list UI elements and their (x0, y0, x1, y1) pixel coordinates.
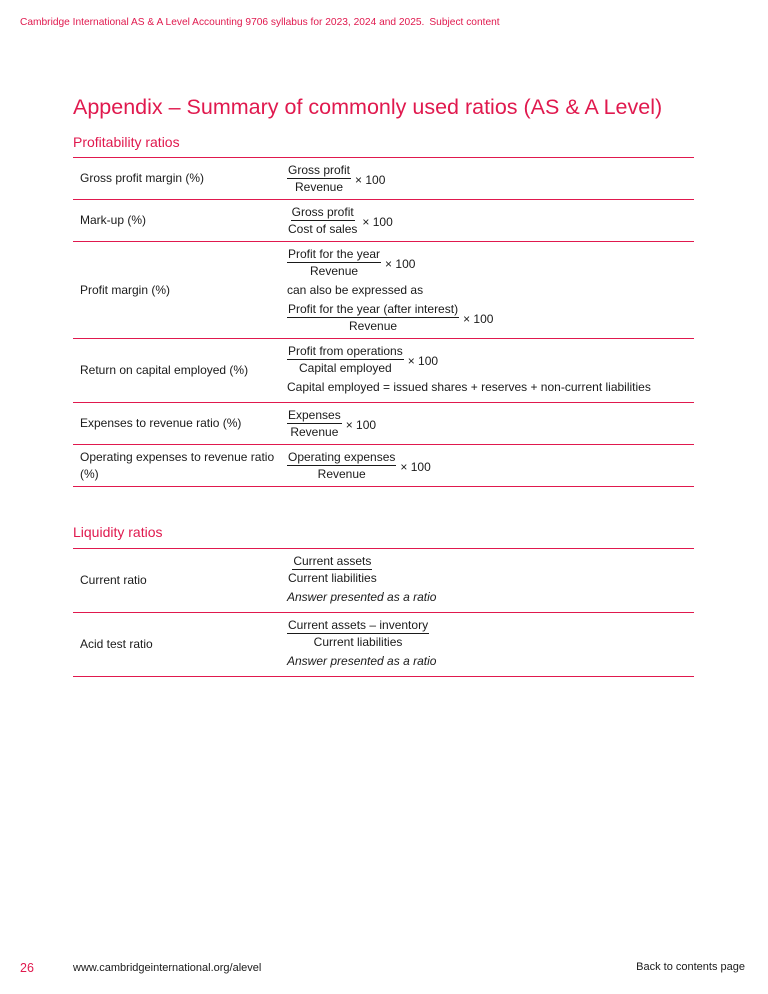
fraction (287, 344, 404, 375)
numerator: Profit from operations (288, 344, 403, 358)
ratio-formula (287, 242, 694, 339)
denominator: Current liabilities (288, 571, 377, 585)
numerator: Current assets (293, 554, 372, 568)
ratio-name: Return on capital employed (%) (80, 363, 249, 377)
section-label: Subject content (429, 17, 500, 28)
table-row (73, 242, 694, 339)
denominator: Revenue (317, 467, 366, 481)
page-header (20, 17, 500, 28)
fraction (287, 618, 429, 649)
multiplier: × 100 (362, 214, 393, 229)
table-row (73, 158, 694, 200)
ratio-name: Current ratio (80, 573, 147, 587)
website-link[interactable]: www.cambridgeinternational.org/alevel (73, 962, 262, 974)
ratio-formula (287, 549, 694, 613)
denominator: Revenue (294, 180, 344, 194)
denominator: Revenue (290, 425, 339, 439)
denominator: Cost of sales (288, 222, 358, 236)
fraction (287, 205, 358, 236)
ratio-note: Answer presented as a ratio (287, 654, 437, 668)
fraction (287, 302, 459, 333)
numerator: Current assets – inventory (288, 618, 429, 632)
back-to-contents-link[interactable]: Back to contents page (636, 961, 745, 973)
syllabus-title: Cambridge International AS & A Level Accounting 9706 syllabus for 2023, 2024 and 2025. (20, 17, 425, 28)
fraction (287, 554, 378, 585)
liquidity-table (73, 548, 694, 677)
table-row (73, 339, 694, 403)
denominator: Capital employed (299, 361, 392, 375)
ratio-formula (287, 200, 694, 242)
denominator: Current liabilities (313, 635, 403, 649)
fraction (287, 163, 351, 194)
multiplier: × 100 (407, 353, 439, 368)
table-row (73, 613, 694, 677)
numerator: Profit for the year (288, 247, 381, 261)
liquidity-heading: Liquidity ratios (73, 524, 163, 540)
ratio-name: Acid test ratio (80, 637, 153, 651)
profitability-heading: Profitability ratios (73, 134, 180, 150)
profitability-table (73, 157, 694, 487)
denominator: Revenue (310, 264, 359, 278)
fraction (287, 408, 342, 439)
multiplier: × 100 (385, 256, 416, 271)
ratio-name: Mark-up (%) (80, 213, 147, 227)
table-row (73, 200, 694, 242)
fraction (287, 247, 381, 278)
capital-employed-note: Capital employed = issued shares + reserves + non-current liabilities (287, 380, 651, 394)
alternative-note: can also be expressed as (287, 283, 424, 297)
numerator: Expenses (288, 408, 341, 422)
ratio-name: Operating expenses to revenue ratio (%) (80, 449, 275, 481)
numerator: Gross profit (288, 163, 351, 177)
multiplier: × 100 (345, 417, 377, 432)
numerator: Gross profit (291, 205, 354, 219)
table-row (73, 403, 694, 445)
numerator: Operating expenses (288, 450, 396, 464)
page-title: Appendix – Summary of commonly used ratios (AS & A Level) (73, 95, 663, 119)
ratio-name: Profit margin (%) (80, 282, 171, 297)
table-row (73, 445, 694, 487)
ratio-formula (287, 403, 694, 445)
multiplier: × 100 (355, 172, 386, 187)
multiplier: × 100 (463, 311, 494, 326)
ratio-formula (287, 445, 694, 487)
ratio-formula (287, 339, 694, 403)
page-number: 26 (20, 961, 34, 975)
ratio-note: Answer presented as a ratio (287, 590, 437, 604)
denominator: Revenue (349, 319, 398, 333)
table-row (73, 549, 694, 613)
fraction (287, 450, 396, 481)
ratio-formula (287, 613, 694, 677)
ratio-name: Gross profit margin (%) (80, 171, 205, 185)
multiplier: × 100 (400, 459, 431, 474)
ratio-name: Expenses to revenue ratio (%) (80, 416, 242, 430)
numerator: Profit for the year (after interest) (288, 302, 459, 316)
ratio-formula (287, 158, 694, 200)
